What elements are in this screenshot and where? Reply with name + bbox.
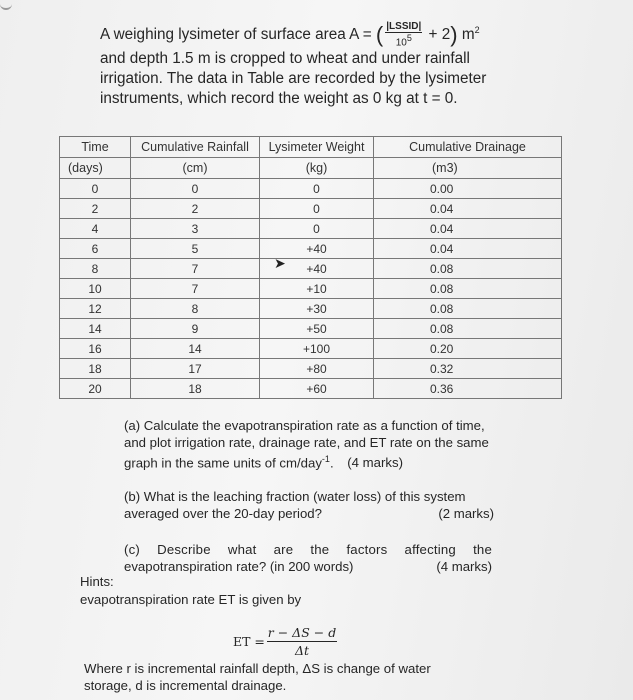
table-header-row [60, 158, 562, 179]
equation-numerator: r − ΔS − d [267, 625, 337, 640]
cell-rainfall: 14 [131, 339, 260, 359]
cell-weight: 0 [260, 179, 374, 199]
lysimeter-data-table [59, 136, 562, 399]
table-row [60, 359, 562, 379]
question-a-text: (a) Calculate the evapotranspiration rate as a function of time, and plot irrigation rate, drainage rate, and ET rate on the same graph in the same units of cm/day [124, 418, 489, 471]
question-c-line2: evapotranspiration rate? (in 200 words) [124, 559, 354, 574]
header-weight: (kg) [260, 158, 374, 179]
table-row [60, 179, 562, 199]
cell-time: 2 [60, 199, 131, 219]
cell-time: 12 [60, 299, 131, 319]
hints-line: evapotranspiration rate ET is given by [80, 592, 302, 607]
cell-drainage: 0.08 [374, 319, 562, 339]
question-c [124, 541, 492, 575]
cell-rainfall: 0 [131, 179, 260, 199]
cell-weight: +10 [260, 279, 374, 299]
area-unit: m [461, 26, 475, 44]
cell-rainfall: 8 [131, 299, 260, 319]
question-b-text: (b) What is the leaching fraction (water loss) of this system averaged over the 20-day period? [124, 489, 466, 521]
cell-drainage: 0.08 [374, 259, 562, 279]
cell-weight: +40 [260, 259, 374, 279]
cell-weight: +50 [260, 319, 374, 339]
intro-line1: A weighing lysimeter of surface area A = [100, 26, 372, 44]
fraction-denominator: $10^5$ [395, 33, 412, 49]
cell-rainfall: 17 [131, 359, 260, 379]
cell-rainfall: 5 [131, 239, 260, 259]
area-fraction [385, 21, 422, 48]
cell-time: 16 [60, 339, 131, 359]
cell-weight: +30 [260, 299, 374, 319]
header-rainfall: Cumulative Rainfall [131, 137, 260, 158]
cell-rainfall: 7 [131, 279, 260, 299]
cell-weight: 0 [260, 219, 374, 239]
cell-drainage: 0.20 [374, 339, 562, 359]
hints-where: Where r is incremental rainfall depth, ΔS is change of water storage, d is incremental drainage. [84, 661, 431, 693]
intro-rest: and depth 1.5 m is cropped to wheat and under rainfall irrigation. The data in Table are recorded by the lysimeter instruments, which record the weight as 0 kg at t = 0. [100, 49, 487, 107]
cell-rainfall: 7 [131, 259, 260, 279]
cell-weight: 0 [260, 199, 374, 219]
cell-time: 14 [60, 319, 131, 339]
table-row [60, 279, 562, 299]
question-c-line1: (c) Describe what are the factors affecting the [124, 542, 492, 557]
table-row [60, 379, 562, 399]
et-equation [233, 625, 343, 659]
header-time: Time [60, 137, 131, 158]
hints-title: Hints: [80, 574, 114, 589]
cell-time: 6 [60, 239, 131, 259]
cell-drainage: 0.04 [374, 219, 562, 239]
cell-drainage: 0.08 [374, 279, 562, 299]
cell-rainfall: 2 [131, 199, 260, 219]
page-corner-mark [0, 0, 12, 10]
table-header-row [60, 137, 562, 158]
question-c-marks: (4 marks) [436, 559, 492, 574]
table-row [60, 319, 562, 339]
cell-rainfall: 9 [131, 319, 260, 339]
mouse-pointer-icon: ➤ [274, 255, 286, 271]
cell-drainage: 0.32 [374, 359, 562, 379]
cell-drainage: 0.00 [374, 179, 562, 199]
cell-weight: +60 [260, 379, 374, 399]
cell-rainfall: 18 [131, 379, 260, 399]
cell-drainage: 0.36 [374, 379, 562, 399]
cell-drainage: 0.08 [374, 299, 562, 319]
cell-time: 4 [60, 219, 131, 239]
table-row [60, 299, 562, 319]
question-a: (a) Calculate the evapotranspiration rate as a function of time, and plot irrigation rate, drainage rate, and ET rate on the same graph in the same units of cm/day$^{-1}$. (4 marks) [124, 418, 489, 471]
cell-drainage: 0.04 [374, 239, 562, 259]
cell-weight: +100 [260, 339, 374, 359]
close-paren: ) [450, 22, 458, 48]
cell-drainage: 0.04 [374, 199, 562, 219]
problem-statement [100, 20, 520, 109]
area-unit-exponent: 2 [474, 25, 480, 35]
open-paren: ( [375, 22, 384, 48]
header-weight: Lysimeter Weight [260, 137, 374, 158]
cell-time: 18 [60, 359, 131, 379]
table-row [60, 239, 562, 259]
fraction-numerator: |LSSID| [386, 21, 422, 33]
header-rainfall: (cm) [131, 158, 260, 179]
table-row [60, 199, 562, 219]
question-a-marks: (4 marks) [347, 455, 403, 471]
equation-denominator: Δt [294, 643, 310, 658]
cell-rainfall: 3 [131, 219, 260, 239]
header-drainage: (m3) [374, 158, 562, 179]
table-row [60, 219, 562, 239]
plus-two: + 2 [428, 26, 451, 44]
header-drainage: Cumulative Drainage [374, 137, 562, 158]
cell-weight: +40 [260, 239, 374, 259]
header-time: (days) [60, 158, 131, 179]
cell-time: 10 [60, 279, 131, 299]
question-a-sup: -1 [321, 454, 330, 464]
cell-time: 20 [60, 379, 131, 399]
question-b-marks: (2 marks) [438, 506, 494, 521]
cell-time: 8 [60, 259, 131, 279]
table-row [60, 339, 562, 359]
cell-weight: +80 [260, 359, 374, 379]
equation-lhs: ET = [233, 634, 265, 649]
question-b [124, 488, 494, 522]
table-row [60, 259, 562, 279]
cell-time: 0 [60, 179, 131, 199]
